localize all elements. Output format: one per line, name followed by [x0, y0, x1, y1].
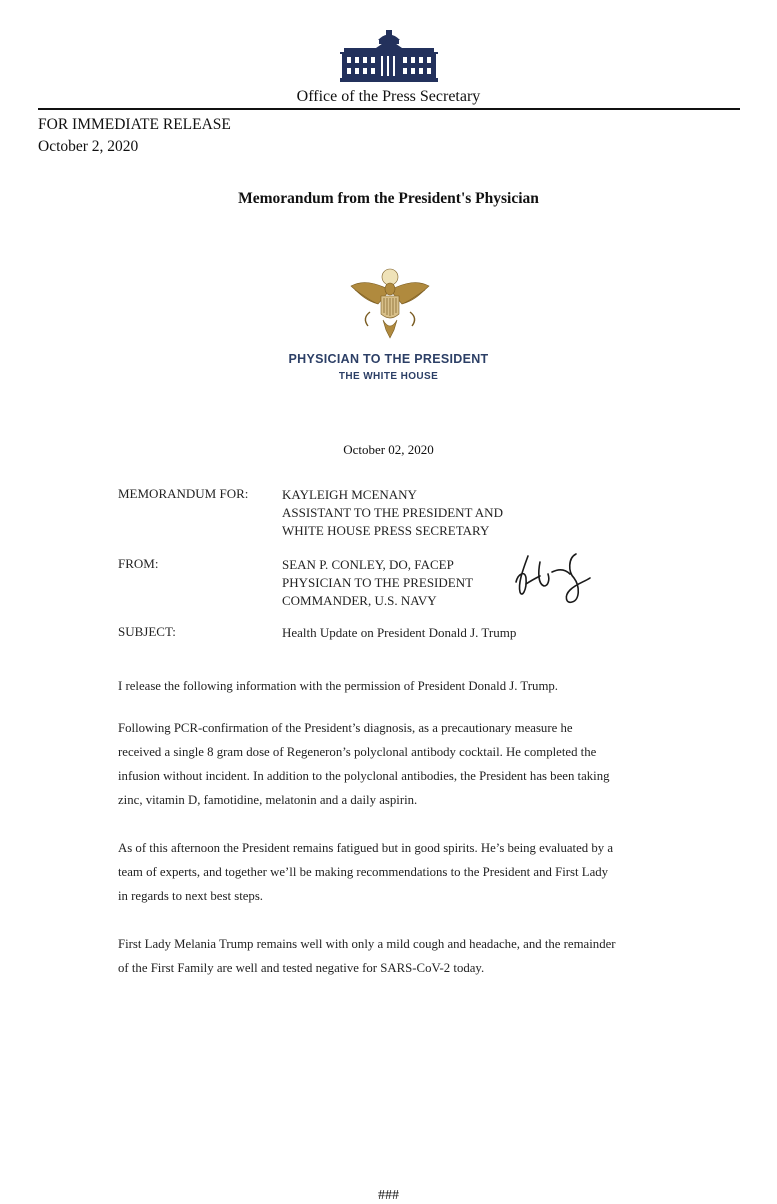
eagle-seal-icon: [348, 268, 432, 344]
memo-for-line: WHITE HOUSE PRESS SECRETARY: [282, 523, 490, 538]
memo-from-value: [282, 556, 473, 610]
body-line: of the First Family are well and tested negative for SARS-CoV-2 today.: [118, 961, 485, 975]
memo-from-line: COMMANDER, U.S. NAVY: [282, 593, 437, 608]
body-line: in regards to next best steps.: [118, 889, 264, 903]
memo-for-line: KAYLEIGH MCENANY: [282, 487, 417, 502]
memo-for-line: ASSISTANT TO THE PRESIDENT AND: [282, 505, 503, 520]
body-line: First Lady Melania Trump remains well with only a mild cough and headache, and the remainder: [118, 937, 616, 951]
end-mark: ###: [378, 1188, 399, 1203]
body-paragraph-2: [118, 716, 718, 812]
release-block: [38, 114, 231, 158]
body-line: I release the following information with the permission of President Donald J. Trump.: [118, 679, 559, 693]
memo-subject-label: SUBJECT:: [118, 624, 176, 639]
press-office-title: Office of the Press Secretary: [296, 88, 481, 105]
release-label: FOR IMMEDIATE RELEASE: [38, 116, 231, 133]
letterhead-office: PHYSICIAN TO THE PRESIDENT: [288, 352, 489, 366]
body-paragraph-4: [118, 932, 718, 980]
memo-from-line: PHYSICIAN TO THE PRESIDENT: [282, 575, 474, 590]
body-line: infusion without incident. In addition to the polyclonal antibodies, the President has been taking: [118, 769, 610, 783]
memo-from-label: FROM:: [118, 556, 159, 571]
letterhead-location: THE WHITE HOUSE: [338, 371, 439, 382]
memo-from-line: SEAN P. CONLEY, DO, FACEP: [282, 557, 454, 572]
white-house-logo-icon: [340, 30, 438, 82]
memo-for-value: [282, 486, 503, 540]
memo-subject-value: Health Update on President Donald J. Trump: [282, 625, 517, 640]
memo-for-label: MEMORANDUM FOR:: [118, 486, 249, 501]
body-line: team of experts, and together we’ll be making recommendations to the President and First Lady: [118, 865, 609, 879]
body-line: Following PCR-confirmation of the President’s diagnosis, as a precautionary measure he: [118, 721, 573, 735]
release-date: October 2, 2020: [38, 138, 139, 155]
signature-icon: [506, 548, 598, 608]
header-rule: [38, 108, 740, 110]
document-title: Memorandum from the President's Physician: [238, 190, 539, 207]
body-line: received a single 8 gram dose of Regeneron’s polyclonal antibody cocktail. He completed the: [118, 745, 597, 759]
body-paragraph-3: [118, 836, 718, 908]
body-line: zinc, vitamin D, famotidine, melatonin and a daily aspirin.: [118, 793, 418, 807]
body-paragraph-1: [118, 674, 718, 698]
memo-date: October 02, 2020: [343, 442, 434, 457]
body-line: As of this afternoon the President remains fatigued but in good spirits. He’s being evaluated by a: [118, 841, 614, 855]
